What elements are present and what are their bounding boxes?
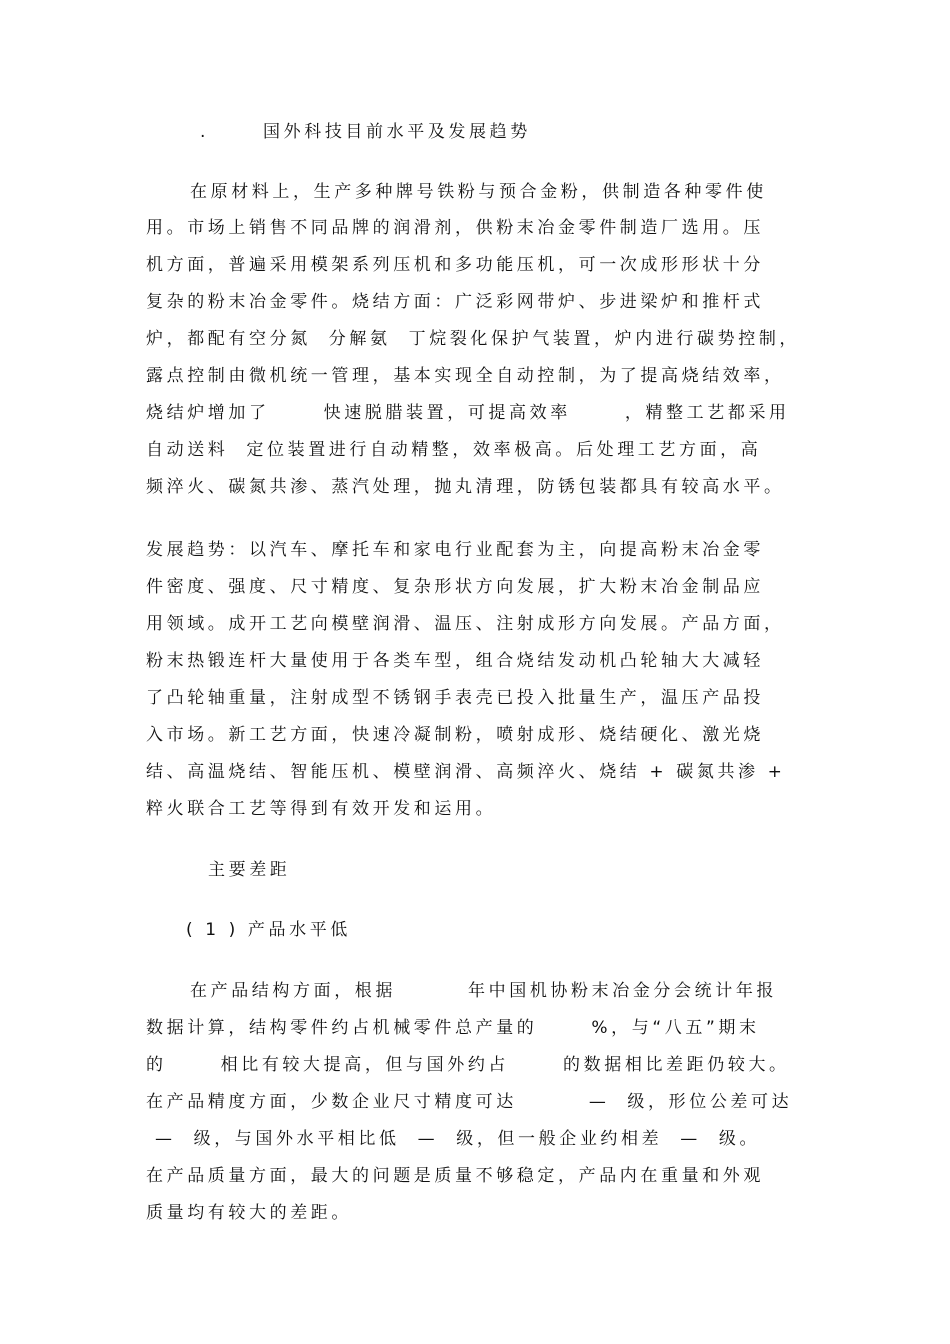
- section-title: . 国外科技目前水平及发展趋势: [200, 122, 531, 142]
- paragraph-line: 的 相比有较大提高，但与国外约占 的数据相比差距仍较大。: [146, 1055, 790, 1075]
- paragraph-line: 复杂的粉末冶金零件。烧结方面：广泛彩网带炉、步进梁炉和推杆式: [146, 292, 764, 312]
- paragraph-line: 用。市场上销售不同品牌的润滑剂，供粉末冶金零件制造厂选用。压: [146, 218, 764, 238]
- paragraph-line: 炉，都配有空分氮 分解氨 丁烷裂化保护气装置，炉内进行碳势控制，: [146, 329, 801, 349]
- paragraph-line: 质量均有较大的差距。: [146, 1203, 352, 1223]
- paragraph-line: 自动送料 定位装置进行自动精整，效率极高。后处理工艺方面，高: [146, 440, 762, 460]
- list-item-heading: ( 1 ) 产品水平低: [186, 920, 351, 940]
- paragraph-line: 了凸轮轴重量，注射成型不锈钢手表壳已投入批量生产，温压产品投: [146, 688, 764, 708]
- paragraph-line: 在产品精度方面，少数企业尺寸精度可达 — 级，形位公差可达: [146, 1092, 793, 1112]
- subsection-heading: 主要差距: [208, 860, 291, 880]
- paragraph-line: 发展趋势：以汽车、摩托车和家电行业配套为主，向提高粉末冶金零: [146, 540, 764, 560]
- paragraph-line: 在原材料上，生产多种牌号铁粉与预合金粉，供制造各种零件使: [190, 182, 767, 202]
- paragraph-line: 在产品质量方面，最大的问题是质量不够稳定，产品内在重量和外观: [146, 1166, 764, 1186]
- paragraph-line: 频淬火、碳氮共渗、蒸汽处理，抛丸清理，防锈包装都具有较高水平。: [146, 477, 785, 497]
- paragraph-line: 粹火联合工艺等得到有效开发和运用。: [146, 799, 497, 819]
- paragraph-line: 烧结炉增加了 快速脱腊装置，可提高效率 ，精整工艺都采用: [146, 403, 790, 423]
- paragraph-line: 粉末热锻连杆大量使用于各类车型，组合烧结发动机凸轮轴大大减轻: [146, 651, 764, 671]
- paragraph-line: 露点控制由微机统一管理，基本实现全自动控制，为了提高烧结效率，: [146, 366, 785, 386]
- paragraph-line: 入市场。新工艺方面，快速冷凝制粉，喷射成形、烧结硬化、激光烧: [146, 725, 764, 745]
- paragraph-line: 结、高温烧结、智能压机、模壁润滑、高频淬火、烧结 + 碳氮共渗 +: [146, 762, 786, 782]
- paragraph-line: 在产品结构方面，根据 年中国机协粉末冶金分会统计年报: [190, 981, 778, 1001]
- paragraph-line: 件密度、强度、尺寸精度、复杂形状方向发展，扩大粉末冶金制品应: [146, 577, 764, 597]
- paragraph-line: — 级，与国外水平相比低 — 级，但一般企业约相差 — 级。: [146, 1129, 761, 1149]
- paragraph-line: 数据计算，结构零件约占机械零件总产量的 %，与“八五”期末: [146, 1018, 760, 1038]
- paragraph-line: 用领域。成开工艺向模壁润滑、温压、注射成形方向发展。产品方面，: [146, 614, 785, 634]
- paragraph-line: 机方面，普遍采用模架系列压机和多功能压机，可一次成形形状十分: [146, 255, 764, 275]
